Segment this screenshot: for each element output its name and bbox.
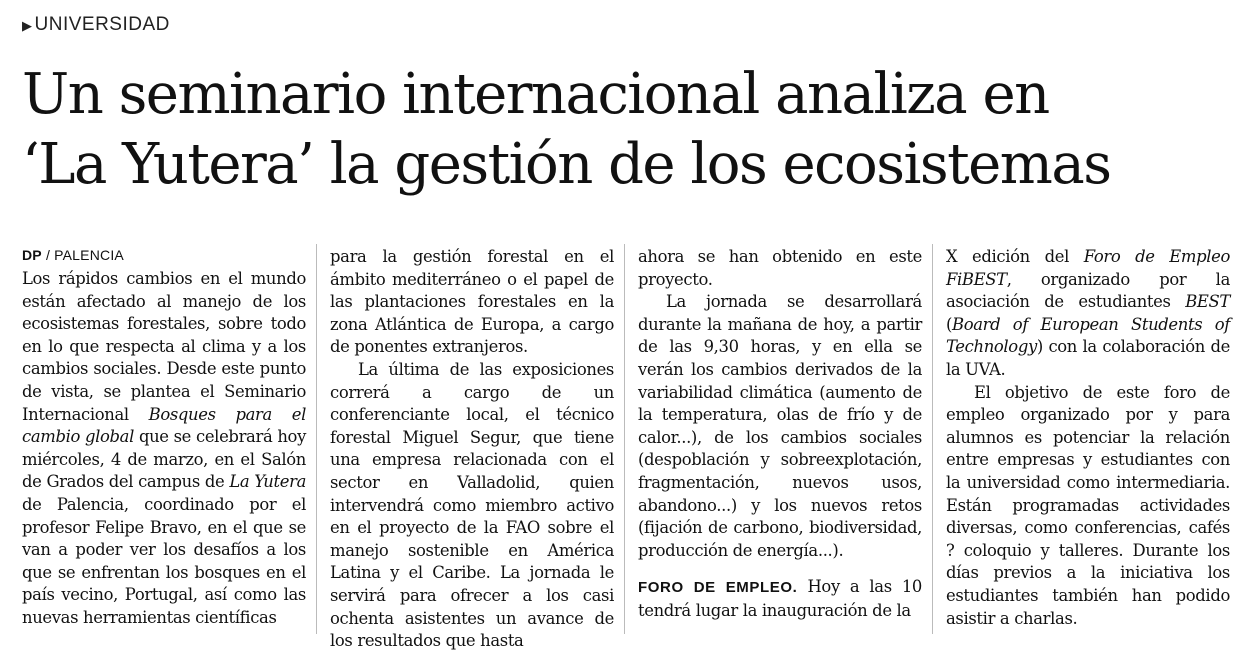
- article-column-2: [330, 246, 614, 653]
- paragraph: ahora se han obtenido en este proyecto.: [638, 247, 922, 289]
- text-run: , organizado por la asociación de estudiantes: [946, 269, 1230, 312]
- paragraph: [22, 268, 306, 630]
- text-run: (: [946, 314, 953, 334]
- headline: [22, 60, 1242, 200]
- italic-run: Bosques para el cambio global: [22, 404, 307, 447]
- headline-line-2: ‘La Yutera’ la gestión de los ecosistemas: [22, 132, 1111, 197]
- article-column-4: [946, 246, 1230, 630]
- byline-city: PALENCIA: [54, 247, 124, 263]
- italic-run: La Yutera: [229, 472, 306, 492]
- headline-line-1: Un seminario internacional analiza en: [22, 62, 1049, 127]
- article-column-1: [22, 246, 306, 630]
- column-divider: [316, 244, 317, 634]
- triangle-icon: ▶: [22, 18, 33, 33]
- text-run: X edición del: [946, 247, 1084, 266]
- subheading: FORO DE EMPLEO.: [638, 579, 798, 597]
- section-label-text: UNIVERSIDAD: [34, 14, 170, 35]
- italic-run: BEST: [1185, 292, 1230, 312]
- text-run: de Palencia, coordinado por el profesor Felipe Bravo, en el que se van a poder ver los desafíos a los que se enfrentan los bosques en el país vecino, Portugal, así como las nuevas herramientas científicas: [22, 494, 306, 627]
- italic-run: Foro de Empleo FiBEST: [946, 247, 1230, 289]
- text-run: Hoy a las 10 tendrá lugar la inauguración de la: [638, 577, 922, 620]
- column-divider: [932, 244, 933, 634]
- article-column-3: [638, 246, 922, 623]
- paragraph: La última de las exposiciones correrá a cargo de un conferenciante local, el técnico forestal Miguel Segur, que tiene una empresa relacionada con el sector en Valladolid, quien intervendrá como miembro activo en el proyecto de la FAO sobre el manejo sostenible en América Latina y el Caribe. La jornada le servirá para ofrecer a los casi ochenta asistentes un avance de los resultados que hasta: [330, 359, 614, 651]
- column-divider: [624, 244, 625, 634]
- paragraph: para la gestión forestal en el ámbito mediterráneo o el papel de las plantaciones forestales en la zona Atlántica de Europa, a cargo de ponentes extranjeros.: [330, 247, 614, 357]
- byline-agency: DP: [22, 247, 42, 263]
- paragraph: El objetivo de este foro de empleo organizado por y para alumnos es potenciar la relación entre empresas y estudiantes con la universidad como intermediaria. Están programadas actividades diversas, como conferencias, cafés ? coloquio y talleres. Durante los días previos a la iniciativa los estudiantes también han podido asistir a charlas.: [946, 382, 1230, 628]
- text-run: que se celebrará hoy miércoles, 4 de marzo, en el Salón de Grados del campus de: [22, 427, 306, 492]
- text-run: Los rápidos cambios en el mundo están afectado al manejo de los ecosistemas forestales, sobre todo en lo que respecta al clima y a los cambios sociales. Desde este punto de vista, se plantea el Seminario Internacional: [22, 269, 306, 424]
- paragraph: [638, 576, 922, 622]
- paragraph: [946, 246, 1230, 382]
- section-label: [22, 14, 170, 36]
- byline-separator: /: [41, 247, 55, 263]
- italic-run: Board of European Students of Technology: [946, 314, 1230, 357]
- byline: [22, 246, 306, 264]
- text-run: ) con la colaboración de la UVA.: [946, 337, 1230, 379]
- paragraph: La jornada se desarrollará durante la mañana de hoy, a partir de las 9,30 horas, y en ella se verán los cambios derivados de la variabilidad climática (aumento de la temperatura, olas de frío y de calor...), de los cambios sociales (despoblación y sobreexplotación, fragmentación, nuevos usos, abandono...) y los nuevos retos (fijación de carbono, biodiversidad, producción de energía...).: [638, 292, 922, 560]
